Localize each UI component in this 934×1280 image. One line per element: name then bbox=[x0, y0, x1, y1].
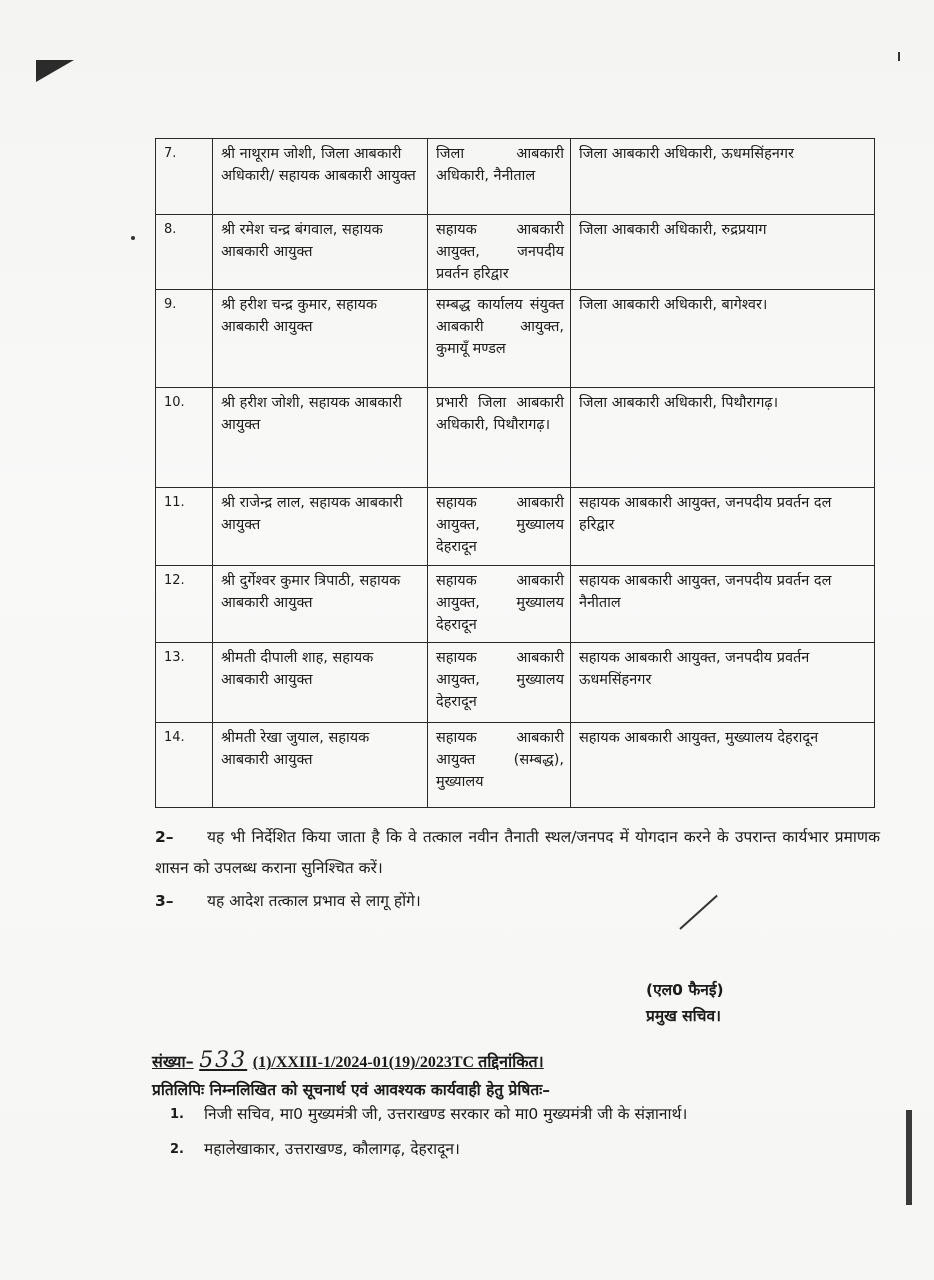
table-row bbox=[156, 566, 875, 643]
margin-tick bbox=[898, 52, 900, 61]
table-row bbox=[156, 488, 875, 566]
serial-number: 11. bbox=[156, 488, 213, 566]
current-post: प्रभारी जिला आबकारी अधिकारी, पिथौरागढ़। bbox=[428, 388, 571, 488]
paragraph-text: यह आदेश तत्काल प्रभाव से लागू होंगे। bbox=[207, 892, 421, 910]
list-item-text: निजी सचिव, मा0 मुख्यमंत्री जी, उत्तराखण्ड सरकार को मा0 मुख्यमंत्री जी के संज्ञानार्थ। bbox=[204, 1105, 688, 1123]
new-post: जिला आबकारी अधिकारी, ऊधमसिंहनगर bbox=[571, 139, 875, 215]
officer-name: श्रीमती दीपाली शाह, सहायक आबकारी आयुक्त bbox=[213, 643, 428, 723]
list-item bbox=[170, 1135, 880, 1164]
officer-name: श्री राजेन्द्र लाल, सहायक आबकारी आयुक्त bbox=[213, 488, 428, 566]
serial-number: 9. bbox=[156, 290, 213, 388]
current-post: जिला आबकारी अधिकारी, नैनीताल bbox=[428, 139, 571, 215]
new-post: सहायक आबकारी आयुक्त, जनपदीय प्रवर्तन दल नैनीताल bbox=[571, 566, 875, 643]
current-post: सहायक आबकारी आयुक्त, जनपदीय प्रवर्तन हरिद्वार bbox=[428, 215, 571, 290]
serial-number: 7. bbox=[156, 139, 213, 215]
table-row bbox=[156, 290, 875, 388]
margin-dot bbox=[131, 236, 135, 240]
signatory-designation: प्रमुख सचिव। bbox=[646, 1007, 721, 1025]
current-post: सहायक आबकारी आयुक्त (सम्बद्ध), मुख्यालय bbox=[428, 723, 571, 808]
current-post: सम्बद्ध कार्यालय संयुक्त आबकारी आयुक्त, कुमायूँ मण्डल bbox=[428, 290, 571, 388]
officer-name: श्रीमती रेखा जुयाल, सहायक आबकारी आयुक्त bbox=[213, 723, 428, 808]
current-post: सहायक आबकारी आयुक्त, मुख्यालय देहरादून bbox=[428, 643, 571, 723]
list-item-number: 2. bbox=[170, 1142, 184, 1157]
current-post: सहायक आबकारी आयुक्त, मुख्यालय देहरादून bbox=[428, 566, 571, 643]
table-row bbox=[156, 643, 875, 723]
serial-number: 8. bbox=[156, 215, 213, 290]
officer-name: श्री नाथूराम जोशी, जिला आबकारी अधिकारी/ सहायक आबकारी आयुक्त bbox=[213, 139, 428, 215]
serial-number: 13. bbox=[156, 643, 213, 723]
officer-name: श्री दुर्गेश्वर कुमार त्रिपाठी, सहायक आबकारी आयुक्त bbox=[213, 566, 428, 643]
serial-number: 14. bbox=[156, 723, 213, 808]
reference-code: (1)/XXIII-1/2024-01(19)/2023TC तद्दिनांकित। bbox=[252, 1054, 544, 1071]
officer-name: श्री रमेश चन्द्र बंगवाल, सहायक आबकारी आयुक्त bbox=[213, 215, 428, 290]
current-post: सहायक आबकारी आयुक्त, मुख्यालय देहरादून bbox=[428, 488, 571, 566]
paragraph-2 bbox=[155, 822, 880, 884]
list-item bbox=[170, 1100, 880, 1129]
new-post: सहायक आबकारी आयुक्त, जनपदीय प्रवर्तन ऊधमसिंहनगर bbox=[571, 643, 875, 723]
paragraph-text: यह भी निर्देशित किया जाता है कि वे तत्काल नवीन तैनाती स्थल/जनपद में योगदान करने के उपरान्त कार्यभार प्रमाणक शासन को उपलब्ध कराना सुनिश्चित करें। bbox=[155, 828, 880, 877]
table-row bbox=[156, 723, 875, 808]
officer-name: श्री हरीश चन्द्र कुमार, सहायक आबकारी आयुक्त bbox=[213, 290, 428, 388]
binding-edge bbox=[906, 1110, 912, 1205]
serial-number: 12. bbox=[156, 566, 213, 643]
list-item-number: 1. bbox=[170, 1107, 184, 1122]
signatory-name: (एल0 फैनई) bbox=[646, 981, 724, 999]
corner-mark bbox=[36, 60, 74, 82]
new-post: जिला आबकारी अधिकारी, बागेश्वर। bbox=[571, 290, 875, 388]
handwritten-number: 533 bbox=[199, 1048, 248, 1073]
table-row bbox=[156, 139, 875, 215]
list-item-text: महालेखाकार, उत्तराखण्ड, कौलागढ़, देहरादून। bbox=[204, 1140, 460, 1158]
copy-heading: प्रतिलिपिः निम्नलिखित को सूचनार्थ एवं आवश्यक कार्यवाही हेतु प्रेषितः– bbox=[152, 1081, 551, 1099]
serial-number: 10. bbox=[156, 388, 213, 488]
new-post: जिला आबकारी अधिकारी, पिथौरागढ़। bbox=[571, 388, 875, 488]
reference-label: संख्या– bbox=[152, 1052, 194, 1071]
reference-number bbox=[152, 1048, 544, 1073]
paragraph-number: 2– bbox=[155, 828, 174, 846]
new-post: सहायक आबकारी आयुक्त, जनपदीय प्रवर्तन दल हरिद्वार bbox=[571, 488, 875, 566]
new-post: सहायक आबकारी आयुक्त, मुख्यालय देहरादून bbox=[571, 723, 875, 808]
copy-list bbox=[170, 1100, 880, 1164]
officer-name: श्री हरीश जोशी, सहायक आबकारी आयुक्त bbox=[213, 388, 428, 488]
new-post: जिला आबकारी अधिकारी, रुद्रप्रयाग bbox=[571, 215, 875, 290]
paragraph-3 bbox=[155, 886, 880, 917]
table-row bbox=[156, 388, 875, 488]
table-row bbox=[156, 215, 875, 290]
paragraph-number: 3– bbox=[155, 892, 174, 910]
transfer-table bbox=[155, 138, 875, 808]
